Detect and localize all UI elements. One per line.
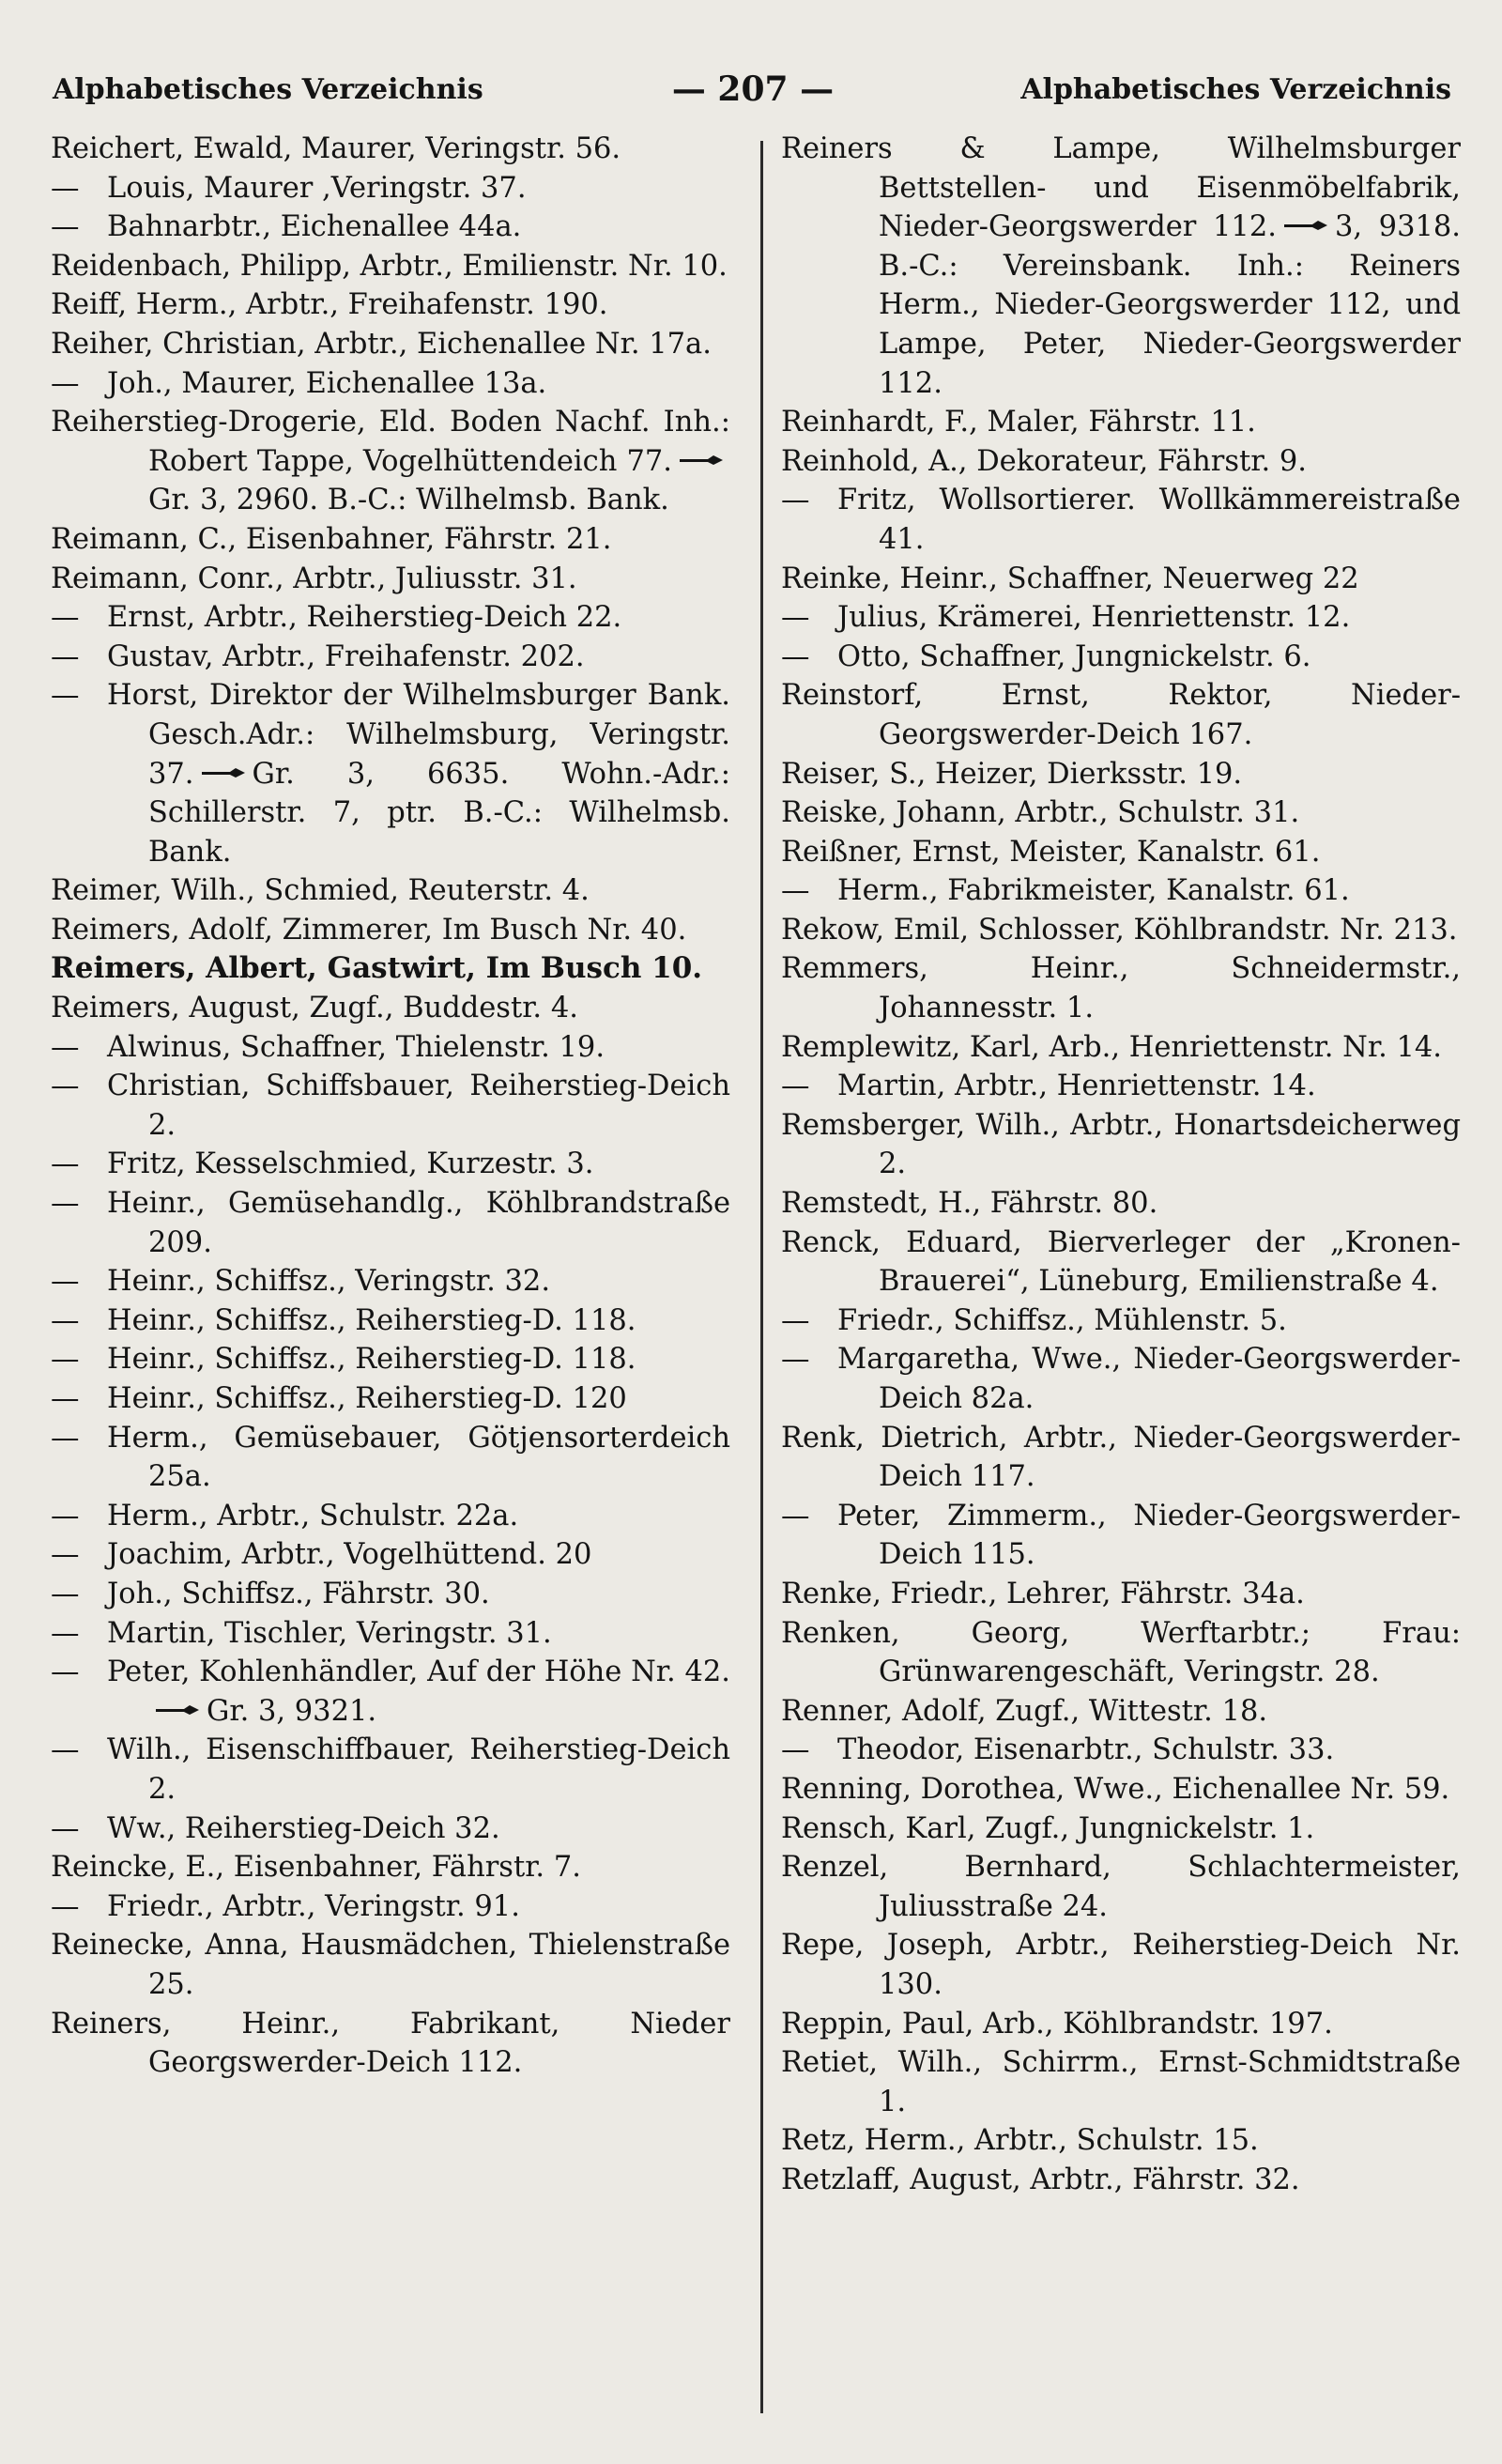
repeat-dash: — xyxy=(51,171,80,205)
repeat-dash: — xyxy=(781,1303,810,1337)
entry-text: Friedr., Schiffsz., Mühlenstr. 5. xyxy=(837,1303,1287,1337)
directory-entry xyxy=(781,1224,1461,1301)
entry-text: Reidenbach, Philipp, Arbtr., Emilienstr. Nr. 10. xyxy=(51,249,728,283)
directory-entry xyxy=(781,560,1461,599)
directory-entry xyxy=(781,793,1461,833)
entry-text: Reiser, S., Heizer, Dierksstr. 19. xyxy=(781,757,1243,791)
directory-entry xyxy=(781,676,1461,754)
telephone-receiver-icon xyxy=(154,1704,201,1717)
directory-entry xyxy=(51,169,730,208)
right-column xyxy=(781,130,1461,2199)
repeat-dash: — xyxy=(781,1343,810,1377)
telephone-receiver-icon xyxy=(1282,220,1329,233)
entry-text: Reiff, Herm., Arbtr., Freihafenstr. 190. xyxy=(51,288,608,322)
entry-text: Reiske, Johann, Arbtr., Schulstr. 31. xyxy=(781,796,1300,830)
entry-text: Reichert, Ewald, Maurer, Veringstr. 56. xyxy=(51,132,621,165)
entry-text: Remstedt, H., Fährstr. 80. xyxy=(781,1187,1158,1221)
entry-text: Renner, Adolf, Zugf., Wittestr. 18. xyxy=(781,1694,1268,1728)
repeat-dash: — xyxy=(51,1070,80,1103)
entry-text: Joachim, Arbtr., Vogelhüttend. 20 xyxy=(107,1538,592,1572)
directory-entry xyxy=(781,403,1461,442)
entry-text: Reiners, Heinr., Fabrikant, Nieder Georgswerder-Deich 112. xyxy=(51,2007,730,2080)
directory-entry xyxy=(781,1301,1461,1341)
directory-entry-highlighted xyxy=(51,949,730,989)
entry-text: Reinhardt, F., Maler, Fährstr. 11. xyxy=(781,406,1256,439)
directory-entry xyxy=(781,1770,1461,1810)
directory-entry xyxy=(781,833,1461,872)
directory-entry xyxy=(51,1028,730,1068)
entry-text: Reincke, E., Eisenbahner, Fährstr. 7. xyxy=(51,1851,581,1885)
telephone-receiver-icon xyxy=(200,767,247,780)
repeat-dash: — xyxy=(781,484,810,517)
repeat-dash: — xyxy=(51,1265,80,1299)
directory-entry xyxy=(51,560,730,599)
repeat-dash: — xyxy=(781,601,810,635)
directory-entry xyxy=(51,1575,730,1614)
repeat-dash: — xyxy=(51,1499,80,1532)
entry-text: Fritz, Kesselschmied, Kurzestr. 3. xyxy=(107,1147,594,1181)
directory-entry xyxy=(51,325,730,364)
entry-text: Retz, Herm., Arbtr., Schulstr. 15. xyxy=(781,2124,1259,2158)
directory-entry xyxy=(51,130,730,169)
directory-entry xyxy=(781,1419,1461,1497)
entry-text: Reiherstieg-Drogerie, Eld. Boden Nachf. Inh.: Robert Tappe, Vogelhüttendeich 77. xyxy=(51,406,730,478)
left-column xyxy=(51,130,730,2083)
directory-entry xyxy=(51,1926,730,2004)
entry-text: Bahnarbtr., Eichenallee 44a. xyxy=(107,210,522,244)
entry-phone-text: Gr. 3, 6635. Wohn.-Adr.: Schillerstr. 7, ptr. B.-C.: Wilhelmsb. Bank. xyxy=(148,757,730,869)
entry-text: Wilh., Eisenschiffbauer, Reiherstieg-Deich 2. xyxy=(107,1733,730,1806)
directory-entry xyxy=(51,1262,730,1301)
entry-text: Christian, Schiffsbauer, Reiherstieg-Deich 2. xyxy=(107,1070,730,1142)
entry-text: Reinstorf, Ernst, Rektor, Nieder-Georgswerder-Deich 167. xyxy=(781,679,1461,751)
entry-text: Ww., Reiherstieg-Deich 32. xyxy=(107,1811,500,1845)
directory-entry xyxy=(51,1184,730,1262)
entry-text: Theodor, Eisenarbtr., Schulstr. 33. xyxy=(837,1733,1335,1767)
directory-entry xyxy=(781,2043,1461,2121)
entry-phone-text: 3, 9318. B.-C.: Vereinsbank. Inh.: Reiners Herm., Nieder-Georgswerder 112, und Lampe, Peter, Nieder-Georgswerder 112. xyxy=(879,210,1461,400)
entry-text: Reiher, Christian, Arbtr., Eichenallee Nr. 17a. xyxy=(51,327,712,361)
entry-text: Reiners & Lampe, Wilhelmsburger Bettstellen- und Eisenmöbelfabrik, Nieder-Georgswerder 112. xyxy=(781,132,1461,244)
entry-text: Repe, Joseph, Arbtr., Reiherstieg-Deich Nr. 130. xyxy=(781,1929,1461,2001)
entry-text: Reimann, Conr., Arbtr., Juliusstr. 31. xyxy=(51,562,577,595)
directory-entry xyxy=(781,1106,1461,1184)
repeat-dash: — xyxy=(51,1538,80,1572)
repeat-dash: — xyxy=(51,366,80,400)
entry-text: Heinr., Schiffsz., Reiherstieg-D. 118. xyxy=(107,1343,636,1377)
page-header xyxy=(49,66,1457,118)
entry-text: Heinr., Gemüsehandlg., Köhlbrandstraße 209. xyxy=(107,1187,730,1259)
entry-text: Peter, Zimmerm., Nieder-Georgswerder-Deich 115. xyxy=(837,1499,1461,1572)
entry-text: Heinr., Schiffsz., Reiherstieg-D. 118. xyxy=(107,1303,636,1337)
directory-entry xyxy=(781,911,1461,950)
directory-entry xyxy=(781,1848,1461,1926)
directory-entry xyxy=(781,130,1461,403)
entry-text: Joh., Maurer, Eichenallee 13a. xyxy=(107,366,547,400)
entry-text: Heinr., Schiffsz., Veringstr. 32. xyxy=(107,1265,551,1299)
directory-entry xyxy=(781,481,1461,559)
entry-text: Herm., Arbtr., Schulstr. 22a. xyxy=(107,1499,519,1532)
entry-text: Renke, Friedr., Lehrer, Fährstr. 34a. xyxy=(781,1577,1305,1610)
entry-text: Renk, Dietrich, Arbtr., Nieder-Georgswerder-Deich 117. xyxy=(781,1421,1461,1494)
repeat-dash: — xyxy=(51,1733,80,1767)
directory-entry xyxy=(51,2005,730,2083)
directory-entry xyxy=(51,1887,730,1927)
repeat-dash: — xyxy=(51,1147,80,1181)
entry-text: Otto, Schaffner, Jungnickelstr. 6. xyxy=(837,639,1311,673)
entry-text: Reinhold, A., Dekorateur, Fährstr. 9. xyxy=(781,444,1308,478)
repeat-dash: — xyxy=(51,601,80,635)
repeat-dash: — xyxy=(51,1656,80,1689)
directory-entry xyxy=(51,1731,730,1809)
directory-entry xyxy=(51,676,730,871)
directory-entry xyxy=(51,1145,730,1184)
repeat-dash: — xyxy=(51,1382,80,1415)
repeat-dash: — xyxy=(51,1303,80,1337)
directory-entry xyxy=(51,871,730,911)
directory-entry xyxy=(781,598,1461,638)
directory-entry xyxy=(781,442,1461,482)
directory-entry xyxy=(781,1810,1461,1849)
repeat-dash: — xyxy=(51,1421,80,1455)
entry-text: Reinke, Heinr., Schaffner, Neuerweg 22 xyxy=(781,562,1359,595)
column-divider xyxy=(760,141,763,2413)
directory-entry xyxy=(781,1926,1461,2004)
entry-text: Reißner, Ernst, Meister, Kanalstr. 61. xyxy=(781,835,1321,869)
entry-text: Peter, Kohlenhändler, Auf der Höhe Nr. 42. xyxy=(107,1656,730,1689)
directory-entry xyxy=(781,2121,1461,2161)
repeat-dash: — xyxy=(51,1889,80,1923)
repeat-dash: — xyxy=(781,1070,810,1103)
entry-text: Remmers, Heinr., Schneidermstr., Johannesstr. 1. xyxy=(781,952,1461,1025)
entry-text: Renzel, Bernhard, Schlachtermeister, Juliusstraße 24. xyxy=(781,1851,1461,1923)
repeat-dash: — xyxy=(51,1343,80,1377)
entry-text: Reimers, Adolf, Zimmerer, Im Busch Nr. 40. xyxy=(51,913,687,947)
directory-entry xyxy=(781,1575,1461,1614)
entry-text: Reimann, C., Eisenbahner, Fährstr. 21. xyxy=(51,522,612,556)
directory-entry xyxy=(51,1419,730,1497)
entry-text: Renning, Dorothea, Wwe., Eichenallee Nr. 59. xyxy=(781,1772,1450,1806)
directory-entry xyxy=(51,1653,730,1731)
directory-entry xyxy=(781,1731,1461,1770)
entry-text: Julius, Krämerei, Henriettenstr. 12. xyxy=(837,601,1351,635)
directory-entry xyxy=(781,2005,1461,2044)
directory-entry xyxy=(51,520,730,560)
directory-entry xyxy=(781,638,1461,677)
page-number: — 207 — xyxy=(671,69,835,109)
repeat-dash: — xyxy=(51,210,80,244)
directory-entry xyxy=(781,1067,1461,1106)
directory-entry xyxy=(51,403,730,520)
entry-text: Martin, Arbtr., Henriettenstr. 14. xyxy=(837,1070,1316,1103)
directory-entry xyxy=(51,1614,730,1654)
directory-entry xyxy=(51,1848,730,1887)
entry-text: Reimers, August, Zugf., Buddestr. 4. xyxy=(51,992,578,1025)
running-title-left: Alphabetisches Verzeichnis xyxy=(53,73,483,106)
entry-text: Alwinus, Schaffner, Thielenstr. 19. xyxy=(107,1030,605,1064)
entry-text: Reimers, Albert, Gastwirt, Im Busch 10. xyxy=(51,951,703,986)
entry-text: Rekow, Emil, Schlosser, Köhlbrandstr. Nr. 213. xyxy=(781,913,1458,947)
entry-text: Margaretha, Wwe., Nieder-Georgswerder-Deich 82a. xyxy=(837,1343,1461,1415)
entry-text: Ernst, Arbtr., Reiherstieg-Deich 22. xyxy=(107,601,622,635)
entry-text: Horst, Direktor der Wilhelmsburger Bank. Gesch.Adr.: Wilhelmsburg, Veringstr. 37. xyxy=(107,679,730,791)
directory-entry xyxy=(51,208,730,247)
directory-entry xyxy=(51,989,730,1028)
entry-text: Renken, Georg, Werftarbtr.; Frau: Grünwarengeschäft, Veringstr. 28. xyxy=(781,1616,1461,1689)
entry-text: Remplewitz, Karl, Arb., Henriettenstr. Nr. 14. xyxy=(781,1030,1442,1064)
directory-entry xyxy=(51,1340,730,1379)
entry-text: Louis, Maurer ,Veringstr. 37. xyxy=(107,171,527,205)
entry-text: Heinr., Schiffsz., Reiherstieg-D. 120 xyxy=(107,1382,627,1415)
entry-text: Herm., Fabrikmeister, Kanalstr. 61. xyxy=(837,874,1350,908)
directory-entry xyxy=(51,247,730,286)
entry-text: Friedr., Arbtr., Veringstr. 91. xyxy=(107,1889,520,1923)
entry-text: Reppin, Paul, Arb., Köhlbrandstr. 197. xyxy=(781,2007,1333,2040)
entry-text: Retzlaff, August, Arbtr., Fährstr. 32. xyxy=(781,2163,1300,2196)
directory-entry xyxy=(51,1379,730,1419)
repeat-dash: — xyxy=(781,1499,810,1532)
telephone-receiver-icon xyxy=(678,454,725,468)
directory-entry xyxy=(51,285,730,325)
repeat-dash: — xyxy=(51,1616,80,1650)
directory-entry xyxy=(51,1067,730,1145)
entry-text: Rensch, Karl, Zugf., Jungnickelstr. 1. xyxy=(781,1811,1315,1845)
repeat-dash: — xyxy=(781,874,810,908)
entry-text: Herm., Gemüsebauer, Götjensorterdeich 25a. xyxy=(107,1421,730,1494)
entry-text: Martin, Tischler, Veringstr. 31. xyxy=(107,1616,552,1650)
directory-entry xyxy=(781,1497,1461,1575)
repeat-dash: — xyxy=(51,1811,80,1845)
directory-entry xyxy=(51,364,730,404)
repeat-dash: — xyxy=(51,1577,80,1610)
directory-entry xyxy=(781,949,1461,1027)
entry-text: Fritz, Wollsortierer. Wollkämmereistraße 41. xyxy=(837,484,1461,556)
directory-entry xyxy=(51,1810,730,1849)
directory-entry xyxy=(51,911,730,950)
repeat-dash: — xyxy=(51,1030,80,1064)
repeat-dash: — xyxy=(51,639,80,673)
running-title-right: Alphabetisches Verzeichnis xyxy=(1020,73,1451,106)
repeat-dash: — xyxy=(51,1187,80,1221)
entry-text: Joh., Schiffsz., Fährstr. 30. xyxy=(107,1577,490,1610)
directory-entry xyxy=(51,638,730,677)
entry-text: Renck, Eduard, Bierverleger der „Kronen-Brauerei“, Lüneburg, Emilienstraße 4. xyxy=(781,1225,1461,1299)
directory-entry xyxy=(51,1535,730,1575)
repeat-dash: — xyxy=(781,639,810,673)
repeat-dash: — xyxy=(51,679,80,713)
directory-entry xyxy=(51,1497,730,1536)
entry-text: Remsberger, Wilh., Arbtr., Honartsdeicherweg 2. xyxy=(781,1108,1461,1181)
directory-entry xyxy=(51,598,730,638)
directory-entry xyxy=(781,2161,1461,2200)
entry-text: Retiet, Wilh., Schirrm., Ernst-Schmidtstraße 1. xyxy=(781,2046,1461,2118)
entry-text: Reinecke, Anna, Hausmädchen, Thielenstraße 25. xyxy=(51,1929,730,2001)
directory-entry xyxy=(781,871,1461,911)
directory-entry xyxy=(781,1692,1461,1732)
entry-text: Reimer, Wilh., Schmied, Reuterstr. 4. xyxy=(51,874,590,908)
entry-phone-text: Gr. 3, 9321. xyxy=(207,1694,377,1728)
directory-entry xyxy=(781,1028,1461,1068)
entry-phone-text: Gr. 3, 2960. B.-C.: Wilhelmsb. Bank. xyxy=(148,484,669,517)
entry-text: Gustav, Arbtr., Freihafenstr. 202. xyxy=(107,639,585,673)
directory-entry xyxy=(781,1184,1461,1224)
directory-entry xyxy=(781,1340,1461,1418)
repeat-dash: — xyxy=(781,1733,810,1767)
directory-entry xyxy=(781,1614,1461,1692)
directory-entry xyxy=(781,755,1461,794)
directory-entry xyxy=(51,1301,730,1341)
